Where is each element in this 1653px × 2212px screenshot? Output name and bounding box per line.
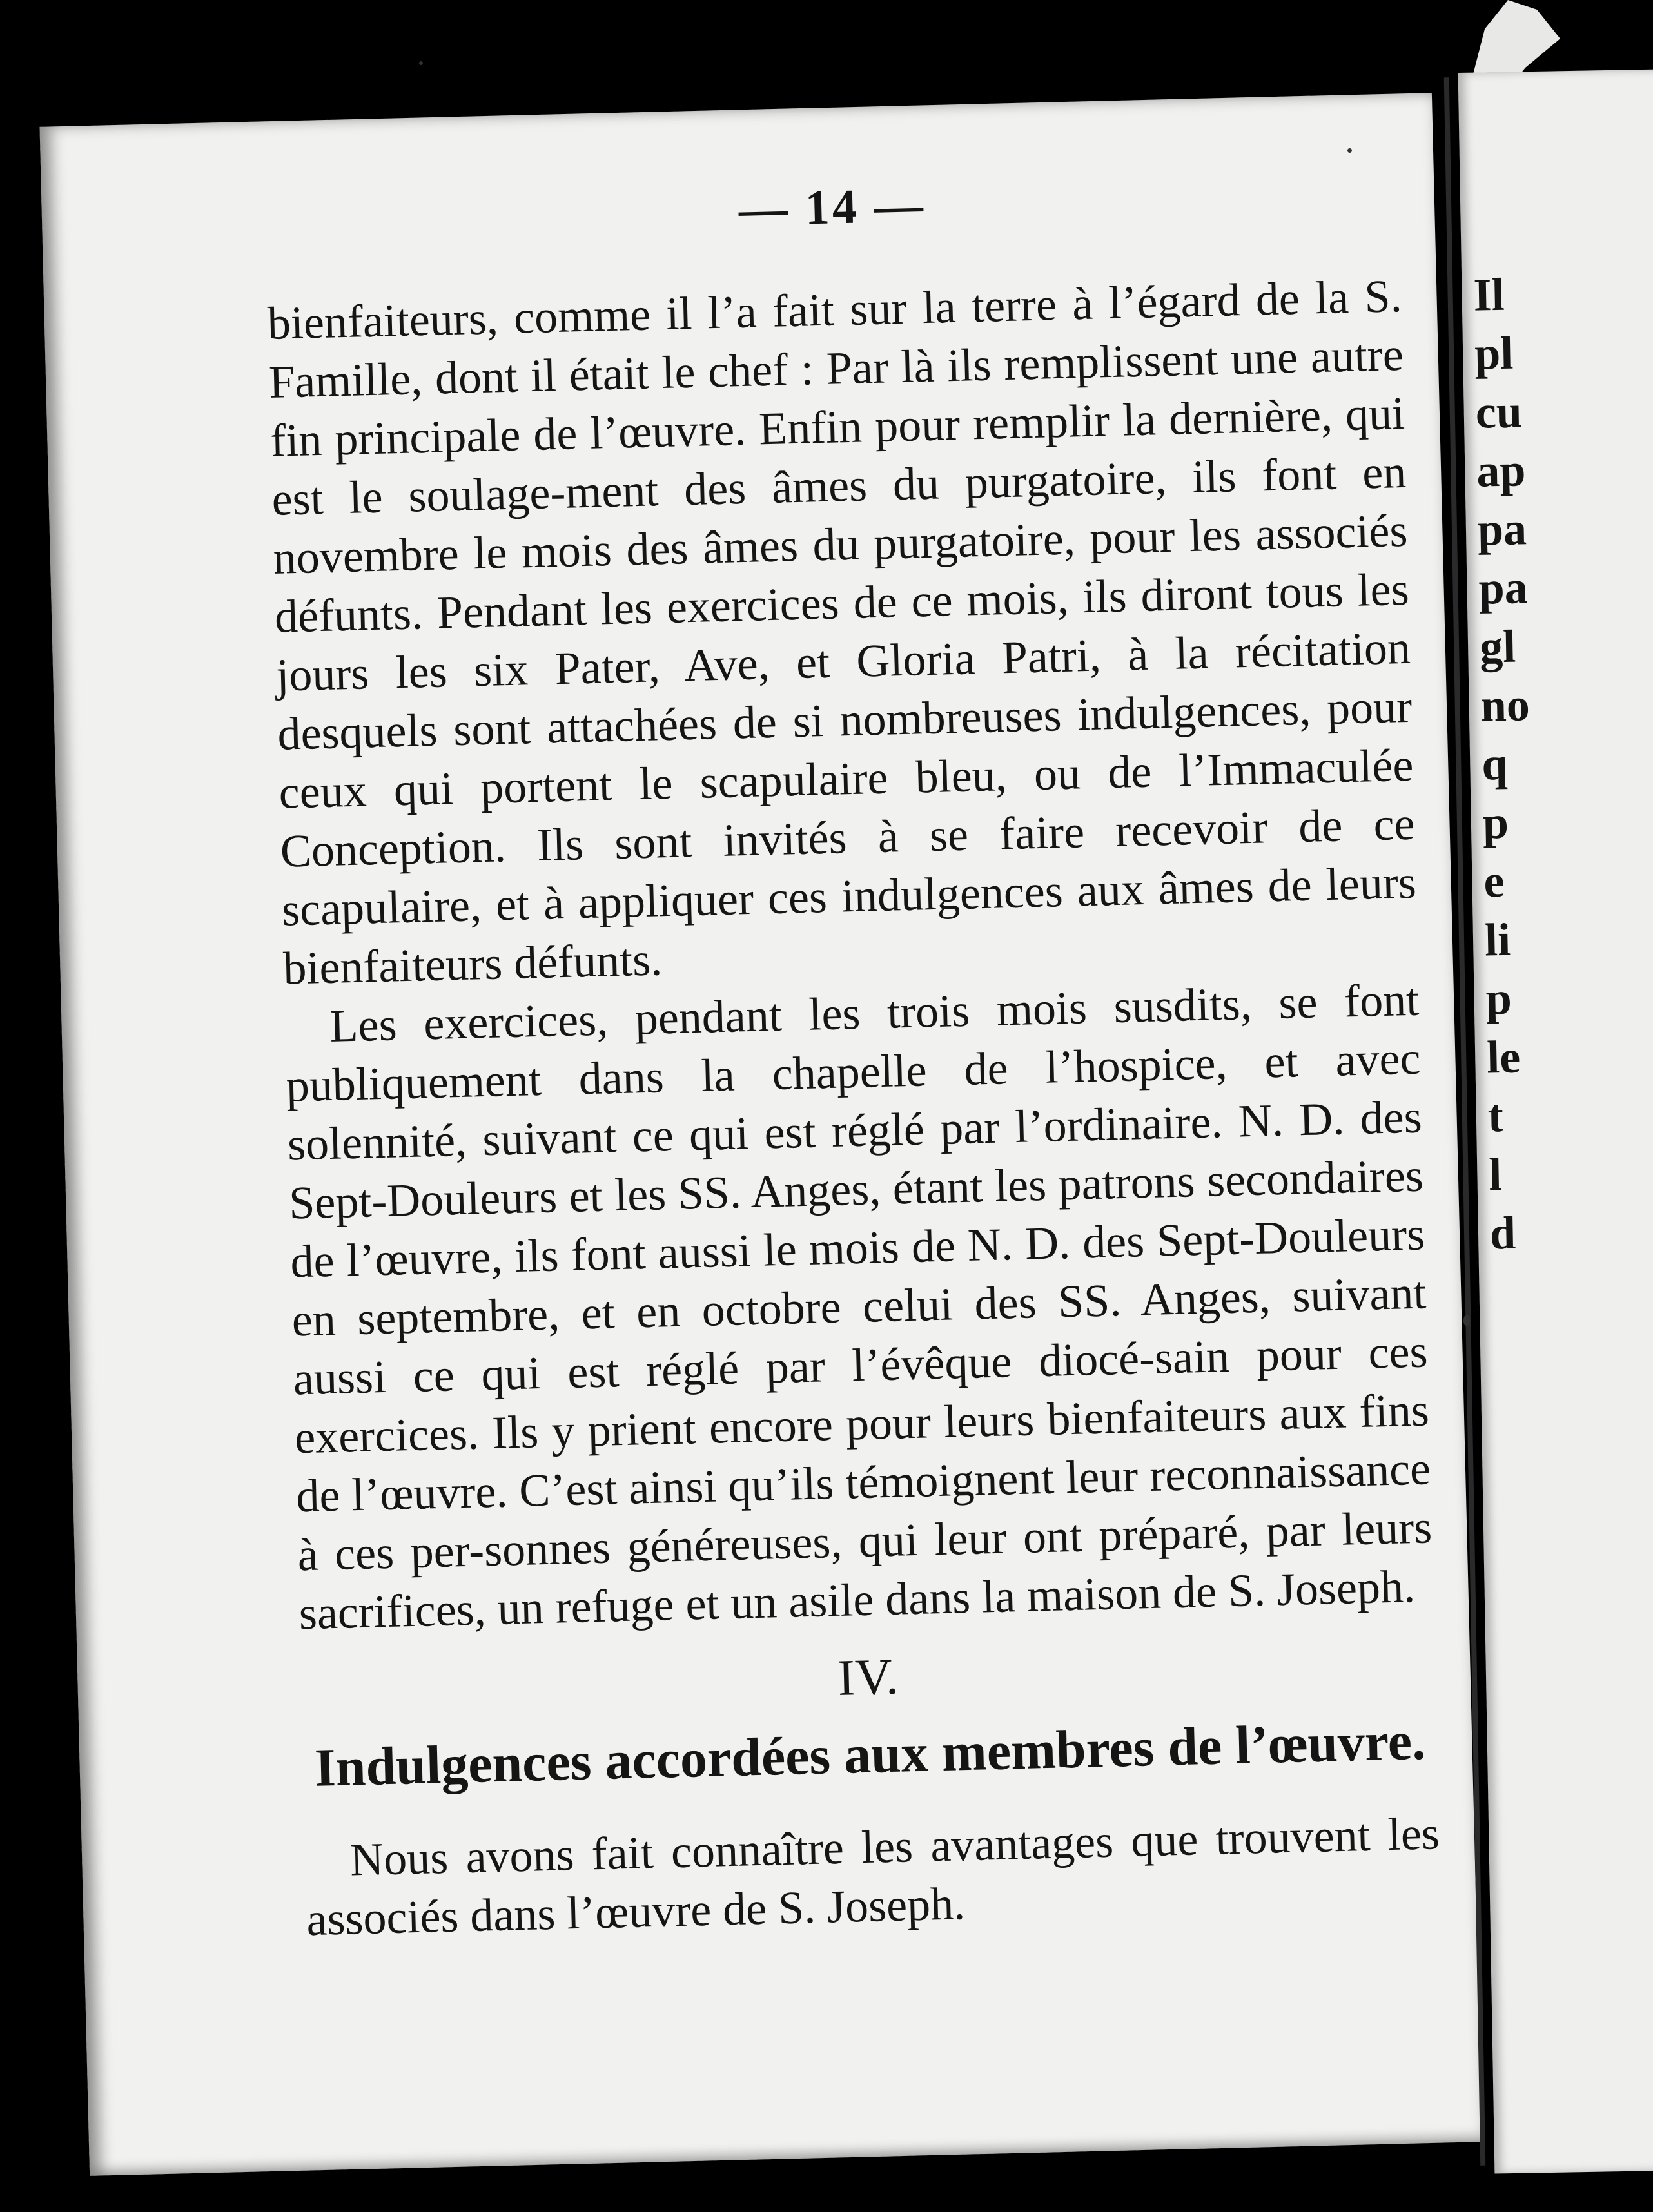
facing-page-fragment: cu: [1475, 385, 1523, 438]
section-title: Indulgences accordées aux membres de l’œuvre.: [313, 1711, 1427, 1798]
facing-page-fragment: p: [1485, 972, 1512, 1025]
facing-page-fragment: ap: [1476, 444, 1527, 497]
facing-page-fragment: gl: [1479, 620, 1516, 673]
facing-page-fragment: no: [1480, 679, 1531, 732]
facing-page-fragment: p: [1482, 796, 1509, 849]
dust-speck: [1463, 1315, 1470, 1326]
facing-page-fragment: d: [1489, 1207, 1516, 1259]
paragraph-2: Les exercices, pendant les trois mois susdits, se font publiquement dans la chapelle de l’hospice, et avec solennité, suivant ce qui est réglé par l’ordinaire. N. D. des Sept-Douleurs et les SS. Anges, étant les patrons secondaires de l’œuvre, ils font aussi le mois de N. D. des Sept-Douleurs en septembre, et en octobre celui des SS. Anges, suivant aussi ce qui est réglé par l’évêque diocé-sain pour ces exercices. Ils y prient encore pour leurs bienfaiteurs aux fins de l’œuvre. C’est ainsi qu’ils témoignent leur reconnaissance à ces per-sonnes généreuses, qui leur ont préparé, par leurs sacrifices, un refuge et un asile dans la maison de S. Joseph.: [285, 973, 1433, 1640]
facing-page-fragment: pa: [1478, 561, 1529, 614]
facing-page-fragment: q: [1481, 737, 1509, 790]
facing-page-text-fragments: [1473, 262, 1653, 1263]
facing-page-fragment: Il: [1472, 268, 1505, 321]
page-number: — 14 —: [738, 177, 926, 237]
facing-page-fragment: t: [1487, 1090, 1504, 1142]
facing-page-fragment: e: [1483, 855, 1505, 907]
facing-page-fragment: pa: [1477, 503, 1527, 556]
section-number: IV.: [837, 1648, 899, 1707]
facing-page-fragment: l: [1488, 1149, 1503, 1201]
paragraph-1: bienfaiteurs, comme il l’a fait sur la terre à l’égard de la S. Famille, dont il était le chef : Par là ils remplissent une autre fin principale de l’œuvre. Enfin pour remplir la dernière, qui est le soulage-ment des âmes du purgatoire, ils font en novembre le mois des âmes du purgatoire, pour les associés défunts. Pendant les exercices de ce mois, ils diront tous les jours les six Pater, Ave, et Gloria Patri, à la récitation desquels sont attachées de si nombreuses indulgences, pour ceux qui portent le scapulaire bleu, ou de l’Immaculée Conception. Ils sont invités à se faire recevoir de ce scapulaire, et à appliquer ces indulgences aux âmes de leurs bienfaiteurs défunts.: [266, 269, 1417, 994]
dust-speck: [1347, 148, 1352, 153]
facing-page-fragment: pl: [1474, 327, 1514, 380]
dust-speck: [419, 61, 423, 65]
page-content: [264, 166, 1442, 1949]
closing-paragraph: Nous avons fait connaître les avantages que trouvent les associés dans l’œuvre de S. Joseph.: [306, 1807, 1440, 1946]
facing-page-fragment: le: [1486, 1031, 1521, 1083]
facing-page: [1458, 69, 1653, 2173]
facing-page-fragment: li: [1484, 913, 1511, 966]
